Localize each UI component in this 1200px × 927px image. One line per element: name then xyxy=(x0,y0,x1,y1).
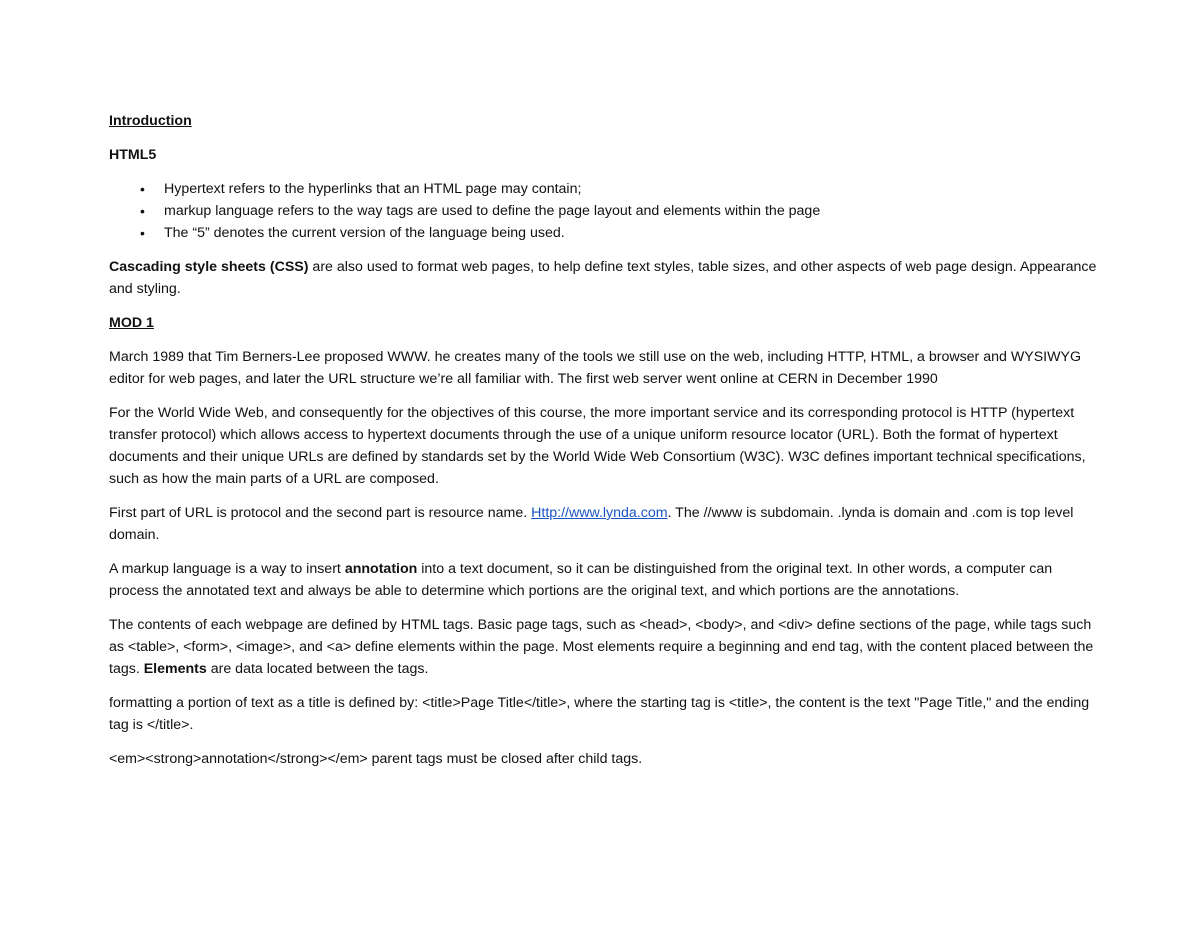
tags-text-after: are data located between the tags. xyxy=(206,661,429,677)
mod1-heading: MOD 1 xyxy=(109,315,154,331)
lynda-link[interactable]: Http://www.lynda.com xyxy=(531,505,668,521)
css-term: Cascading style sheets (CSS) xyxy=(109,259,309,275)
http-paragraph: For the World Wide Web, and consequently for the objectives of this course, the more important service and its corresponding protocol is HTTP (hypertext transfer protocol) which allows access to hypertext documents through the use of a unique uniform resource locator (URL). Both the format of hypertext documents and their unique URLs are defined by standards set by the World Wide Web Consortium (W3C). W3C defines important technical specifications, such as how the main parts of a URL are composed. xyxy=(109,405,1086,487)
title-paragraph: formatting a portion of text as a title is defined by: <title>Page Title</title>, where the starting tag is <title>, the content is the text "Page Title," and the ending tag is </title>. xyxy=(109,695,1090,733)
tags-paragraph xyxy=(109,614,1099,680)
url-text-before: First part of URL is protocol and the second part is resource name. xyxy=(109,505,532,521)
bullet-icon: • xyxy=(140,225,145,241)
list-item xyxy=(109,200,1099,222)
document-page xyxy=(109,110,1099,782)
list-item xyxy=(109,178,1099,200)
bullet-text: markup language refers to the way tags are used to define the page layout and elements within the page xyxy=(164,203,821,219)
bullet-icon: • xyxy=(140,203,145,219)
annotation-term: annotation xyxy=(344,561,418,577)
html5-bullet-list xyxy=(109,178,1099,244)
bullet-text: The “5” denotes the current version of the language being used. xyxy=(164,225,565,241)
css-text: are also used to format web pages, to help define text styles, table sizes, and other aspects of web page design. Appearance and styling. xyxy=(109,259,1097,297)
markup-text-before: A markup language is a way to insert xyxy=(109,561,345,577)
html5-heading: HTML5 xyxy=(109,147,157,163)
url-text-after: . The //www is subdomain. .lynda is domain and .com is top level domain. xyxy=(109,505,1074,543)
bullet-icon: • xyxy=(140,181,145,197)
css-paragraph xyxy=(109,256,1099,300)
tags-text-before: The contents of each webpage are defined by HTML tags. Basic page tags, such as <head>, <body>, and <div> define sections of the page, while tags such as <table>, <form>, <image>, and <a> define elements within the page. Most elements require a beginning and end tag, with the content placed between the tags. xyxy=(109,617,1094,677)
history-paragraph: March 1989 that Tim Berners-Lee proposed WWW. he creates many of the tools we still use on the web, including HTTP, HTML, a browser and WYSIWYG editor for web pages, and later the URL structure we’re all familiar with. The first web server went online at CERN in December 1990 xyxy=(109,349,1081,387)
nesting-paragraph: <em><strong>annotation</strong></em> parent tags must be closed after child tags. xyxy=(109,751,643,767)
markup-paragraph xyxy=(109,558,1099,602)
list-item xyxy=(109,222,1099,244)
introduction-heading: Introduction xyxy=(109,113,192,129)
url-paragraph xyxy=(109,502,1099,546)
elements-term: Elements xyxy=(143,661,207,677)
markup-text-after: into a text document, so it can be distinguished from the original text. In other words, a computer can process the annotated text and always be able to determine which portions are the original text, and which portions are the annotations. xyxy=(109,561,1053,599)
bullet-text: Hypertext refers to the hyperlinks that an HTML page may contain; xyxy=(164,181,582,197)
